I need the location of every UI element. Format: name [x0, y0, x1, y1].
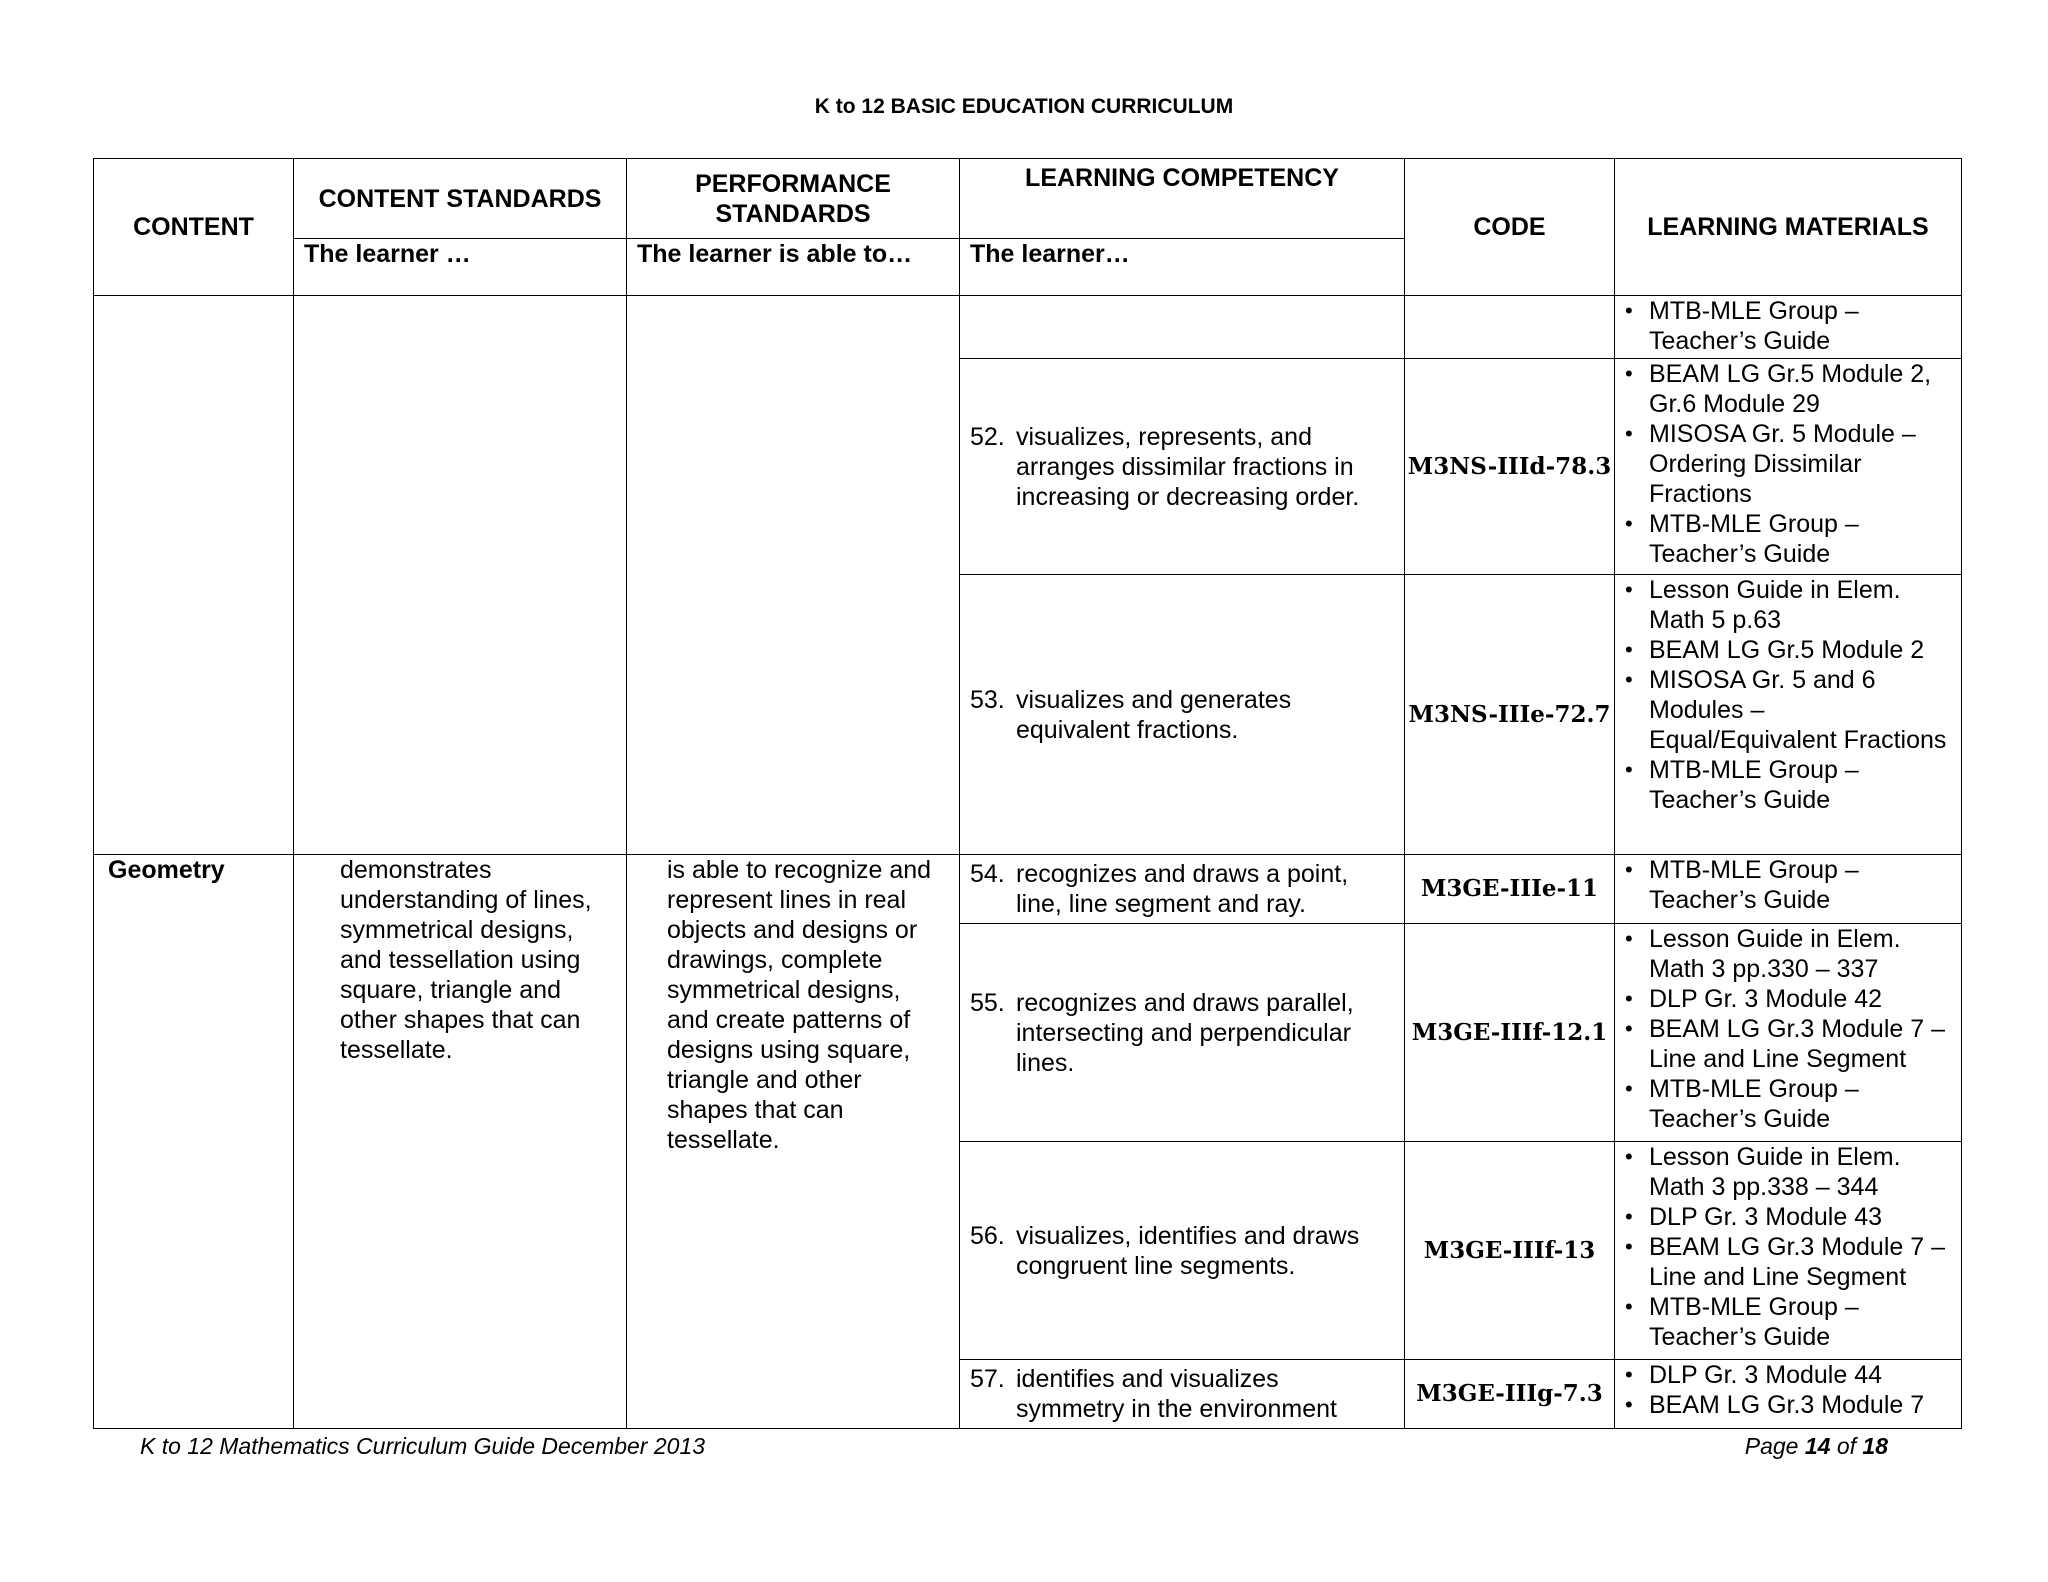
content-geometry: Geometry: [94, 855, 294, 1429]
competency-number: 56.: [970, 1221, 1005, 1250]
header-content-standards: CONTENT STANDARDS: [294, 159, 627, 239]
footer-guide-title: K to 12 Mathematics Curriculum Guide December 2013: [140, 1433, 706, 1459]
competency-cell: [960, 1142, 1405, 1360]
list-item: • MTB-MLE Group – Teacher’s Guide: [1649, 1292, 1951, 1352]
list-item: • BEAM LG Gr.3 Module 7 – Line and Line Segment: [1649, 1232, 1951, 1292]
competency-cell: [960, 1360, 1405, 1429]
footer-page-total: 18: [1862, 1433, 1888, 1459]
competency-cell: [960, 924, 1405, 1142]
list-item: • Lesson Guide in Elem. Math 3 pp.338 – 344: [1649, 1142, 1951, 1202]
code-cell: M3NS-IIIe-72.7: [1405, 575, 1615, 855]
list-item: • DLP Gr. 3 Module 42: [1649, 984, 1951, 1014]
competency-cell: [960, 855, 1405, 924]
materials-cell: [1615, 359, 1962, 575]
header-learning-competency: LEARNING COMPETENCY: [960, 159, 1405, 239]
competency-number: 57.: [970, 1365, 1005, 1393]
table-row: [94, 855, 1962, 924]
competency-number: 52.: [970, 422, 1005, 451]
materials-cell: [1615, 1360, 1962, 1429]
footer-page-of: of: [1836, 1433, 1857, 1459]
list-item: • BEAM LG Gr.5 Module 2, Gr.6 Module 29: [1649, 359, 1951, 419]
list-item: • MISOSA Gr. 5 Module – Ordering Dissimilar Fractions: [1649, 419, 1951, 509]
list-item: • MTB-MLE Group – Teacher’s Guide: [1649, 855, 1951, 915]
list-item: • DLP Gr. 3 Module 44: [1649, 1360, 1951, 1390]
header-performance-standards: PERFORMANCE STANDARDS: [627, 159, 960, 239]
content-cell-empty: [94, 296, 294, 855]
competency-number: 55.: [970, 988, 1005, 1017]
competency-cell-empty: [960, 296, 1405, 359]
header-ps-sub: The learner is able to…: [627, 239, 960, 296]
list-item: • BEAM LG Gr.3 Module 7: [1649, 1390, 1951, 1420]
list-item: • MTB-MLE Group – Teacher’s Guide: [1649, 509, 1951, 569]
competency-text: recognizes and draws a point, line, line segment and ray.: [1016, 860, 1349, 918]
code-cell: M3GE-IIIf-13: [1405, 1142, 1615, 1360]
code-cell-empty: [1405, 296, 1615, 359]
code-cell: M3GE-IIIg-7.3: [1405, 1360, 1615, 1429]
materials-cell: [1615, 575, 1962, 855]
list-item: • BEAM LG Gr.3 Module 7 – Line and Line Segment: [1649, 1014, 1951, 1074]
competency-number: 54.: [970, 860, 1005, 888]
competency-cell: [960, 359, 1405, 575]
competency-text: visualizes, represents, and arranges dissimilar fractions in increasing or decreasing order.: [1016, 422, 1360, 511]
list-item: • Lesson Guide in Elem. Math 3 pp.330 – 337: [1649, 924, 1951, 984]
document-title: K to 12 BASIC EDUCATION CURRICULUM: [814, 95, 1234, 118]
performance-standard-cell-empty: [627, 296, 960, 855]
header-code: CODE: [1405, 159, 1615, 296]
list-item: • MTB-MLE Group – Teacher’s Guide: [1649, 755, 1951, 815]
curriculum-table: [93, 158, 1962, 1429]
table-row: [94, 296, 1962, 359]
competency-text: visualizes, identifies and draws congruent line segments.: [1016, 1221, 1360, 1280]
content-standard-geometry: demonstrates understanding of lines, symmetrical designs, and tessellation using square, triangle and other shapes that can tessellate.: [294, 855, 627, 1429]
materials-cell: [1615, 296, 1962, 359]
header-lc-sub: The learner…: [960, 239, 1405, 296]
performance-standard-geometry: is able to recognize and represent lines in real objects and designs or drawings, complete symmetrical designs, and create patterns of designs using square, triangle and other shapes that can tessellate.: [627, 855, 960, 1429]
materials-cell: [1615, 1142, 1962, 1360]
list-item: • DLP Gr. 3 Module 43: [1649, 1202, 1951, 1232]
footer-page-current: 14: [1804, 1433, 1831, 1459]
competency-cell: [960, 575, 1405, 855]
header-content: CONTENT: [94, 159, 294, 296]
competency-number: 53.: [970, 685, 1005, 714]
header-cs-sub: The learner …: [294, 239, 627, 296]
materials-cell: [1615, 855, 1962, 924]
list-item: • Lesson Guide in Elem. Math 5 p.63: [1649, 575, 1951, 635]
code-cell: M3NS-IIId-78.3: [1405, 359, 1615, 575]
list-item: • BEAM LG Gr.5 Module 2: [1649, 635, 1951, 665]
footer-page-number: [1745, 1433, 1888, 1460]
list-item: • MTB-MLE Group – Teacher’s Guide: [1649, 296, 1951, 356]
competency-text: recognizes and draws parallel, intersecting and perpendicular lines.: [1016, 988, 1354, 1077]
competency-text: visualizes and generates equivalent fractions.: [1016, 685, 1292, 744]
content-standard-cell-empty: [294, 296, 627, 855]
code-cell: M3GE-IIIe-11: [1405, 855, 1615, 924]
materials-cell: [1615, 924, 1962, 1142]
footer-page-prefix: Page: [1744, 1433, 1799, 1459]
header-learning-materials: LEARNING MATERIALS: [1615, 159, 1962, 296]
list-item: • MTB-MLE Group – Teacher’s Guide: [1649, 1074, 1951, 1134]
list-item: • MISOSA Gr. 5 and 6 Modules – Equal/Equivalent Fractions: [1649, 665, 1951, 755]
code-cell: M3GE-IIIf-12.1: [1405, 924, 1615, 1142]
competency-text: identifies and visualizes symmetry in the environment: [1016, 1365, 1337, 1423]
